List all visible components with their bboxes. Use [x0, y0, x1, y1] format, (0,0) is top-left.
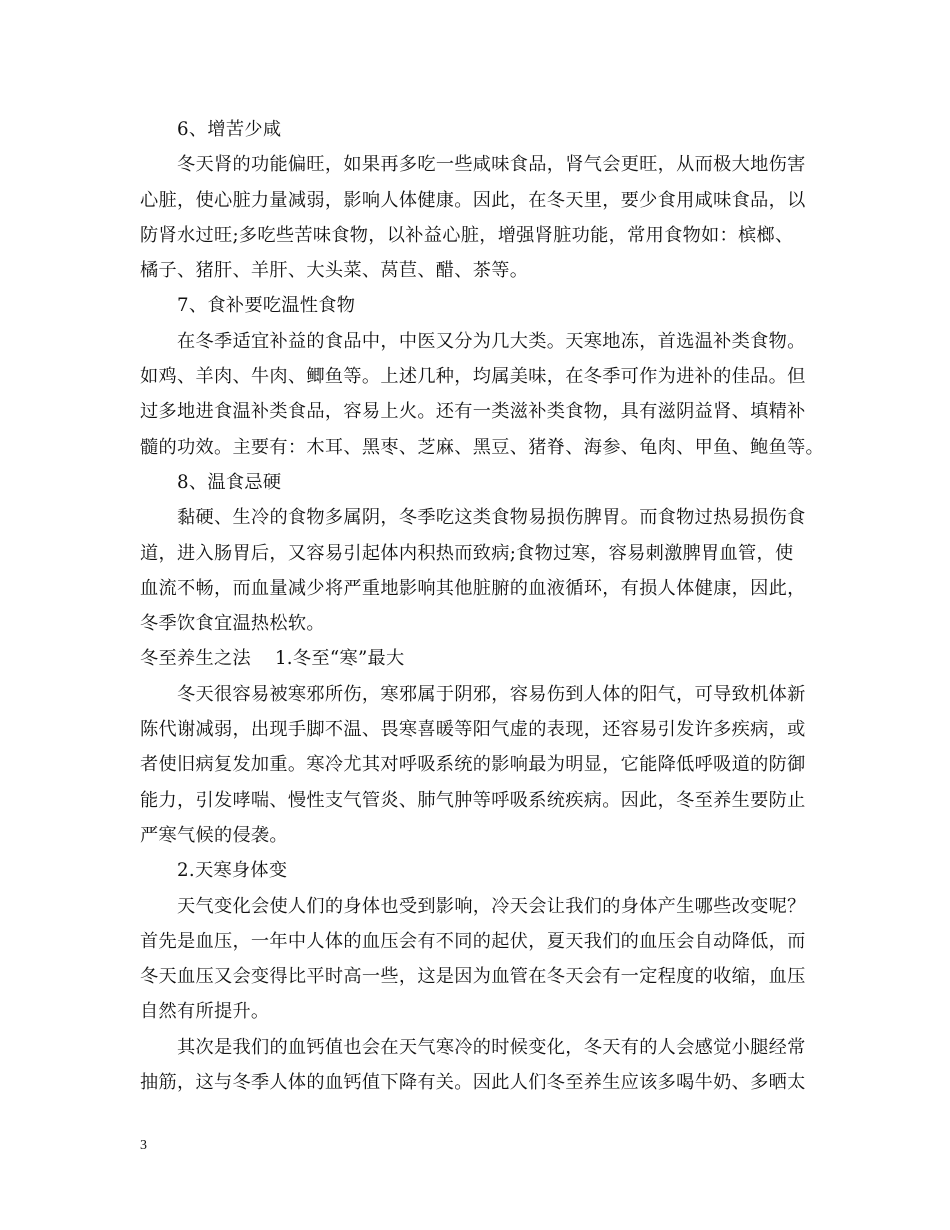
page-number: 3: [140, 1138, 147, 1153]
paragraph-line: 心脏，使心脏力量减弱，影响人体健康。因此，在冬天里，要少食用咸味食品，以: [140, 189, 806, 211]
paragraph-line: 者使旧病复发加重。寒冷尤其对呼吸系统的影响最为明显，它能降低呼吸道的防御: [140, 754, 806, 776]
paragraph-line: 冬天血压又会变得比平时高一些，这是因为血管在冬天会有一定程度的收缩，血压: [140, 966, 806, 988]
paragraph-line: 天气变化会使人们的身体也受到影响，冷天会让我们的身体产生哪些改变呢？: [177, 895, 806, 917]
paragraph-line: 橘子、猪肝、羊肝、大头菜、莴苣、醋、茶等。: [140, 260, 529, 282]
paragraph-line: 严寒气候的侵袭。: [140, 824, 288, 846]
subheading-1: 1.冬至“寒”最大: [274, 648, 405, 670]
paragraph-line: 其次是我们的血钙值也会在天气寒冷的时候变化，冬天有的人会感觉小腿经常: [177, 1036, 806, 1058]
paragraph-line: 能力，引发哮喘、慢性支气管炎、肺气肿等呼吸系统疾病。因此，冬至养生要防止: [140, 789, 806, 811]
paragraph-line: 自然有所提升。: [140, 1001, 270, 1023]
heading-8: 8、温食忌硬: [177, 471, 282, 493]
document-body: [140, 112, 825, 1100]
paragraph-line: 黏硬、生冷的食物多属阴，冬季吃这类食物易损伤脾胃。而食物过热易损伤食: [177, 507, 806, 529]
section-title: 冬至养生之法: [140, 648, 251, 670]
paragraph-line: 在冬季适宜补益的食品中，中医又分为几大类。天寒地冻，首选温补类食物。: [177, 330, 806, 352]
paragraph-line: 陈代谢减弱，出现手脚不温、畏寒喜暖等阳气虚的表现，还容易引发许多疾病，或: [140, 719, 806, 741]
paragraph-line: 冬天很容易被寒邪所伤，寒邪属于阴邪，容易伤到人体的阳气，可导致机体新: [177, 683, 806, 705]
paragraph-line: 髓的功效。主要有：木耳、黑枣、芝麻、黑豆、猪脊、海参、龟肉、甲鱼、鲍鱼等。: [140, 436, 825, 458]
section-heading: [140, 641, 825, 676]
subheading-2: 2.天寒身体变: [177, 860, 288, 882]
paragraph-line: 如鸡、羊肉、牛肉、鲫鱼等。上述几种，均属美味，在冬季可作为进补的佳品。但: [140, 366, 806, 388]
paragraph-line: 抽筋，这与冬季人体的血钙值下降有关。因此人们冬至养生应该多喝牛奶、多晒太: [140, 1072, 806, 1094]
paragraph-line: 冬季饮食宜温热松软。: [140, 613, 325, 635]
paragraph-line: 冬天肾的功能偏旺，如果再多吃一些咸味食品，肾气会更旺，从而极大地伤害: [177, 154, 806, 176]
paragraph-line: 过多地进食温补类食品，容易上火。还有一类滋补类食物，具有滋阴益肾、填精补: [140, 401, 806, 423]
paragraph-line: 首先是血压，一年中人体的血压会有不同的起伏，夏天我们的血压会自动降低，而: [140, 930, 806, 952]
heading-6: 6、增苦少咸: [177, 119, 282, 140]
heading-7: 7、食补要吃温性食物: [177, 295, 356, 317]
paragraph-line: 血流不畅，而血量减少将严重地影响其他脏腑的血液循环，有损人体健康，因此，: [140, 577, 806, 599]
paragraph-line: 道，进入肠胃后，又容易引起体内积热而致病;食物过寒，容易刺激脾胃血管，使: [140, 542, 794, 564]
paragraph-line: 防肾水过旺;多吃些苦味食物，以补益心脏，增强肾脏功能，常用食物如：槟榔、: [140, 224, 794, 246]
